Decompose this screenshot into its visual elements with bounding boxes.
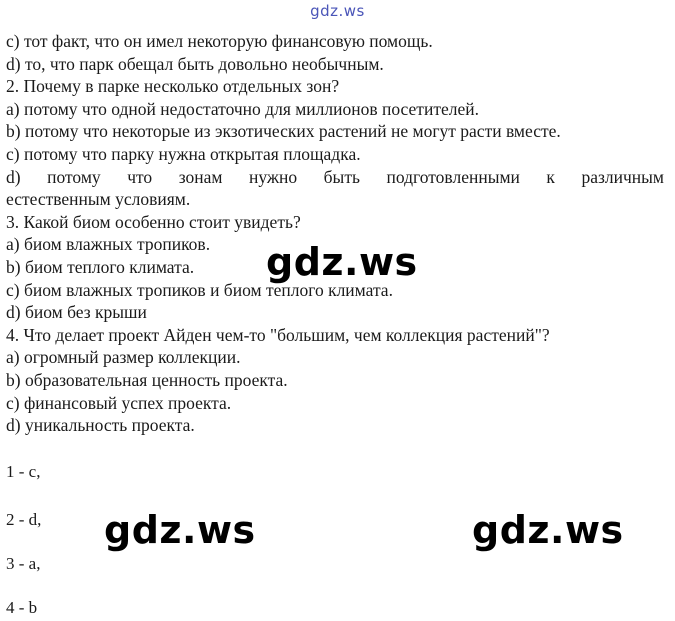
option-line: а) биом влажных тропиков. [6, 234, 211, 255]
option-line: а) огромный размер коллекции. [6, 347, 241, 368]
option-line: b) потому что некоторые из экзотических растений не могут расти вместе. [6, 121, 561, 142]
top-watermark: gdz.ws [310, 2, 365, 20]
option-line: с) биом влажных тропиков и биом теплого климата. [6, 279, 393, 300]
option-line: d) уникальность проекта. [6, 415, 195, 436]
option-line: b) образовательная ценность проекта. [6, 369, 288, 390]
answer-item: 2 - d, [6, 510, 42, 529]
option-line: с) потому что парку нужна открытая площадка. [6, 143, 361, 164]
option-line-continuation: естественным условиям. [6, 189, 191, 210]
option-line: с) финансовый успех проекта. [6, 392, 232, 413]
question-line: 3. Какой биом особенно стоит увидеть? [6, 211, 301, 232]
watermark: gdz.ws [266, 240, 418, 284]
answer-item: 4 - b [6, 598, 38, 617]
question-line: 2. Почему в парке несколько отдельных зон? [6, 76, 340, 97]
option-line: d) то, что парк обещал быть довольно необычным. [6, 53, 384, 74]
option-line: с) тот факт, что он имел некоторую финансовую помощь. [6, 31, 433, 51]
answer-item: 1 - с, [6, 462, 41, 481]
option-line: d) биом без крыши [6, 302, 147, 323]
option-line: а) потому что одной недостаточно для миллионов посетителей. [6, 98, 479, 119]
exercise-text [6, 30, 666, 437]
answer-item: 3 - а, [6, 554, 41, 573]
watermark: gdz.ws [104, 508, 256, 552]
question-line: 4. Что делает проект Айден чем-то "большим, чем коллекция растений"? [6, 324, 550, 345]
option-line: d) потому что зонам нужно быть подготовленными к различным [6, 166, 664, 187]
watermark: gdz.ws [472, 508, 624, 552]
option-line: b) биом теплого климата. [6, 256, 195, 277]
